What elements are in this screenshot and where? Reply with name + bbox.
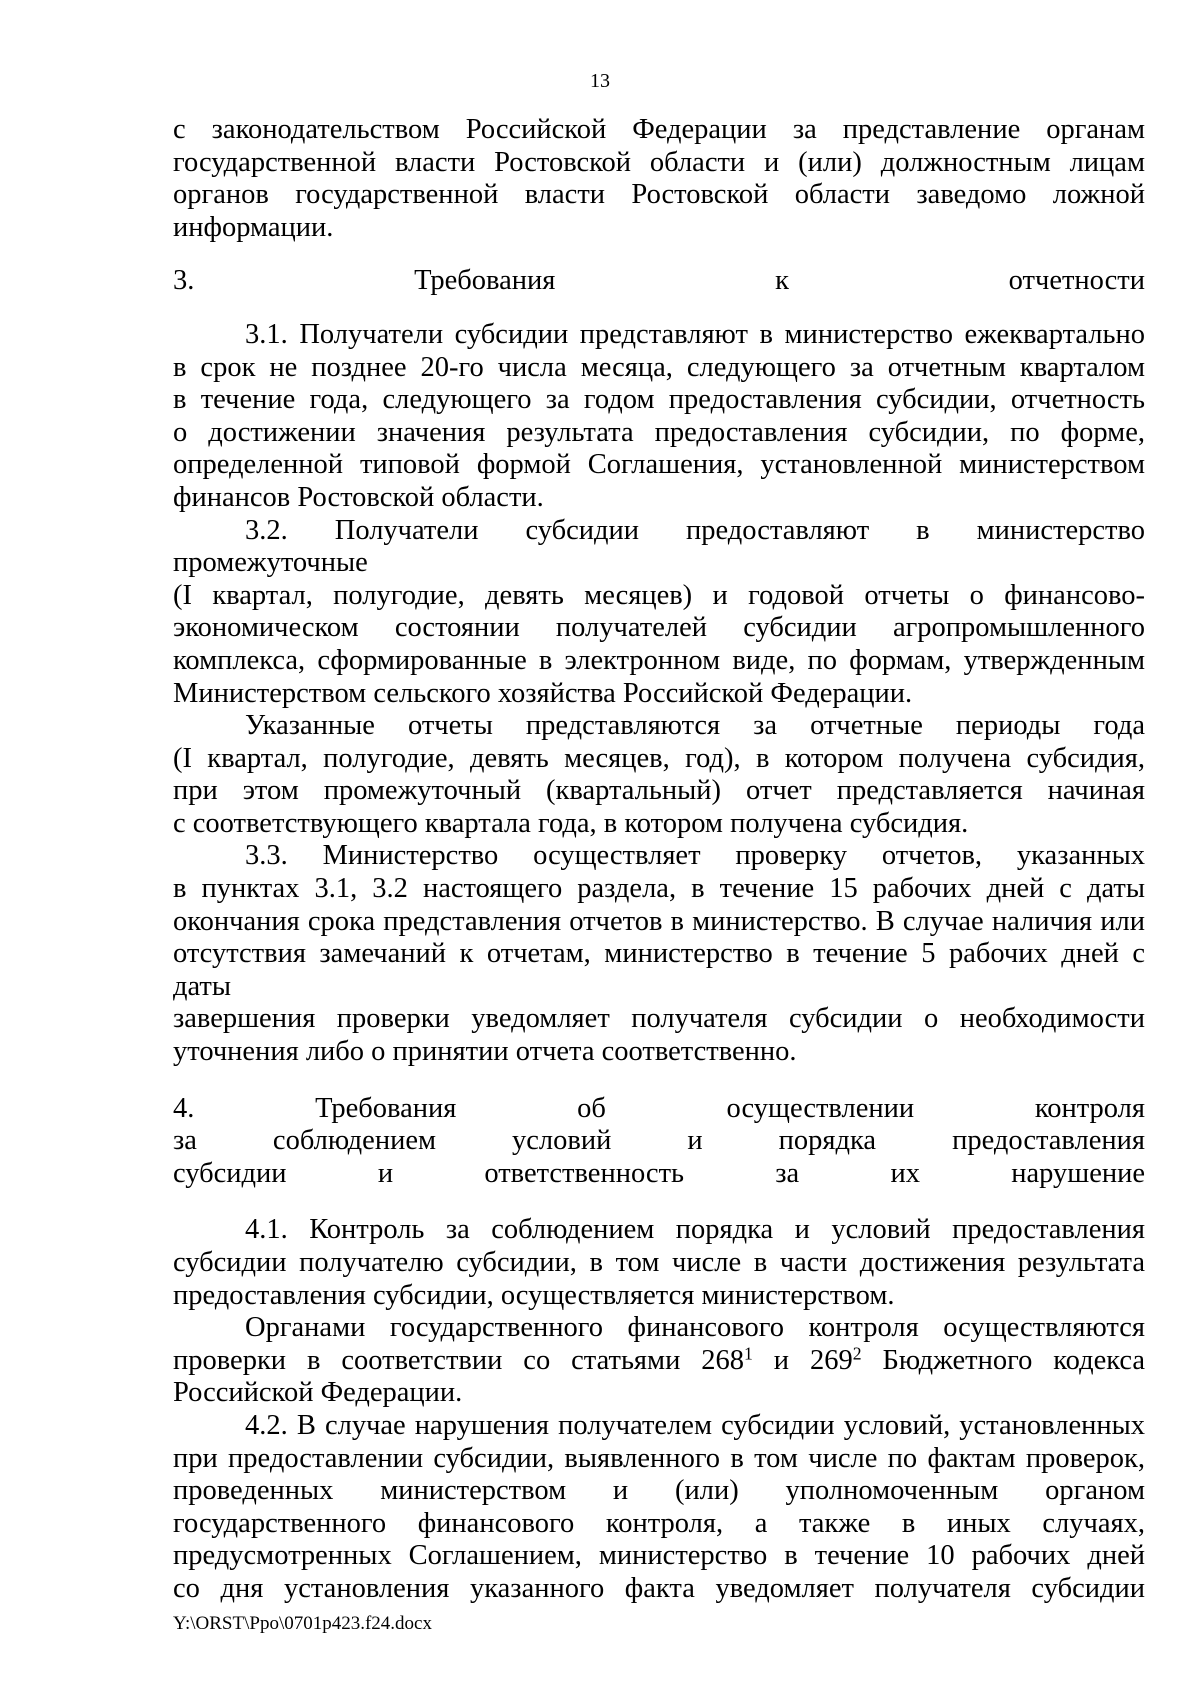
- text-fragment: проверки в соответствии со статьями 268: [173, 1344, 745, 1376]
- paragraph-4-2-line: проведенных министерством и (или) уполномоченным органом: [173, 1475, 1145, 1507]
- paragraph-3-2b-line: Указанные отчеты представляются за отчетные периоды года: [245, 710, 1145, 742]
- paragraph-3-3-line: окончания срока представления отчетов в министерство. В случае наличия или: [173, 905, 1145, 937]
- paragraph-3-1-line: в срок не позднее 20-го числа месяца, следующего за отчетным кварталом: [173, 351, 1145, 383]
- paragraph-3-3-line: 3.3. Министерство осуществляет проверку отчетов, указанных: [245, 840, 1145, 872]
- paragraph-3-1-line: в течение года, следующего за годом предоставления субсидии, отчетность: [173, 384, 1145, 416]
- document-body: [173, 114, 1145, 1606]
- paragraph-3-3-line: уточнения либо о принятии отчета соответственно.: [173, 1036, 797, 1068]
- section-3-heading: 3. Требования к отчетности: [173, 265, 1145, 297]
- file-path-footer: Y:\ORST\Ppo\0701p423.f24.docx: [173, 1613, 432, 1634]
- paragraph-3-2b-line: (I квартал, полугодие, девять месяцев, год), в котором получена субсидия,: [173, 742, 1145, 774]
- paragraph-3-2-line: 3.2. Получатели субсидии предоставляют в министерство промежуточные: [173, 514, 1145, 579]
- paragraph-4-1-line: 4.1. Контроль за соблюдением порядка и условий предоставления: [245, 1214, 1145, 1246]
- paragraph-3-1-line: о достижении значения результата предоставления субсидии, по форме,: [173, 416, 1145, 448]
- paragraph-4-1b-line: Органами государственного финансового контроля осуществляются: [245, 1312, 1145, 1344]
- paragraph-3-2b-line: с соответствующего квартала года, в котором получена субсидия.: [173, 807, 969, 839]
- paragraph-3-1-line: определенной типовой формой Соглашения, установленной министерством: [173, 449, 1145, 481]
- paragraph-3-1-line: 3.1. Получатели субсидии представляют в министерство ежеквартально: [245, 318, 1145, 350]
- section-4-heading: [173, 1093, 1145, 1191]
- paragraph-3-2-line: (I квартал, полугодие, девять месяцев) и годовой отчеты о финансово-: [173, 579, 1145, 611]
- paragraph-4-2-line: государственного финансового контроля, а также в иных случаях,: [173, 1507, 1145, 1539]
- paragraph-3-2-line: экономическом состоянии получателей субсидии агропромышленного: [173, 612, 1145, 644]
- text-fragment: Бюджетного кодекса: [861, 1344, 1145, 1376]
- paragraph-3-3-line: завершения проверки уведомляет получателя субсидии о необходимости: [173, 1003, 1145, 1035]
- intro-line: государственной власти Ростовской области и (или) должностным лицам: [173, 146, 1145, 178]
- section-4-heading-line: субсидии и ответственность за их нарушение: [173, 1157, 1145, 1189]
- intro-line: информации.: [173, 211, 334, 243]
- section-4-heading-line: 4. Требования об осуществлении контроля: [173, 1092, 1145, 1124]
- paragraph-4-1b-line: Российской Федерации.: [173, 1377, 463, 1409]
- paragraph-4-2-line: предусмотренных Соглашением, министерство в течение 10 рабочих дней: [173, 1540, 1145, 1572]
- superscript: 2: [852, 1343, 862, 1364]
- paragraph-4-2-line: при предоставлении субсидии, выявленного в том числе по фактам проверок,: [173, 1442, 1145, 1474]
- paragraph-3-2-line: Министерством сельского хозяйства Российской Федерации.: [173, 677, 913, 709]
- paragraph-4-1-line: предоставления субсидии, осуществляется министерством.: [173, 1279, 895, 1311]
- section-4-heading-line: за соблюдением условий и порядка предоставления: [173, 1125, 1145, 1157]
- paragraph-3-3-line: отсутствия замечаний к отчетам, министерство в течение 5 рабочих дней с даты: [173, 938, 1145, 1002]
- paragraph-3-2-line: комплекса, сформированные в электронном виде, по формам, утвержденным: [173, 644, 1145, 676]
- paragraph-3-2b-line: при этом промежуточный (квартальный) отчет представляется начиная: [173, 775, 1145, 807]
- superscript: 1: [744, 1343, 753, 1364]
- page-number: 13: [590, 70, 610, 92]
- paragraph-3-3-line: в пунктах 3.1, 3.2 настоящего раздела, в течение 15 рабочих дней с даты: [173, 873, 1145, 905]
- intro-line: органов государственной власти Ростовской области заведомо ложной: [173, 179, 1145, 211]
- text-fragment: и 269: [752, 1344, 853, 1376]
- paragraph-4-1b-line: [173, 1345, 1145, 1378]
- paragraph-3-1-line: финансов Ростовской области.: [173, 481, 544, 513]
- intro-line: с законодательством Российской Федерации за представление органам: [173, 114, 1145, 145]
- paragraph-4-2-line: 4.2. В случае нарушения получателем субсидии условий, установленных: [245, 1409, 1145, 1441]
- paragraph-4-1-line: субсидии получателю субсидии, в том числе в части достижения результата: [173, 1247, 1145, 1278]
- paragraph-4-2-line: со дня установления указанного факта уведомляет получателя субсидии: [173, 1572, 1145, 1604]
